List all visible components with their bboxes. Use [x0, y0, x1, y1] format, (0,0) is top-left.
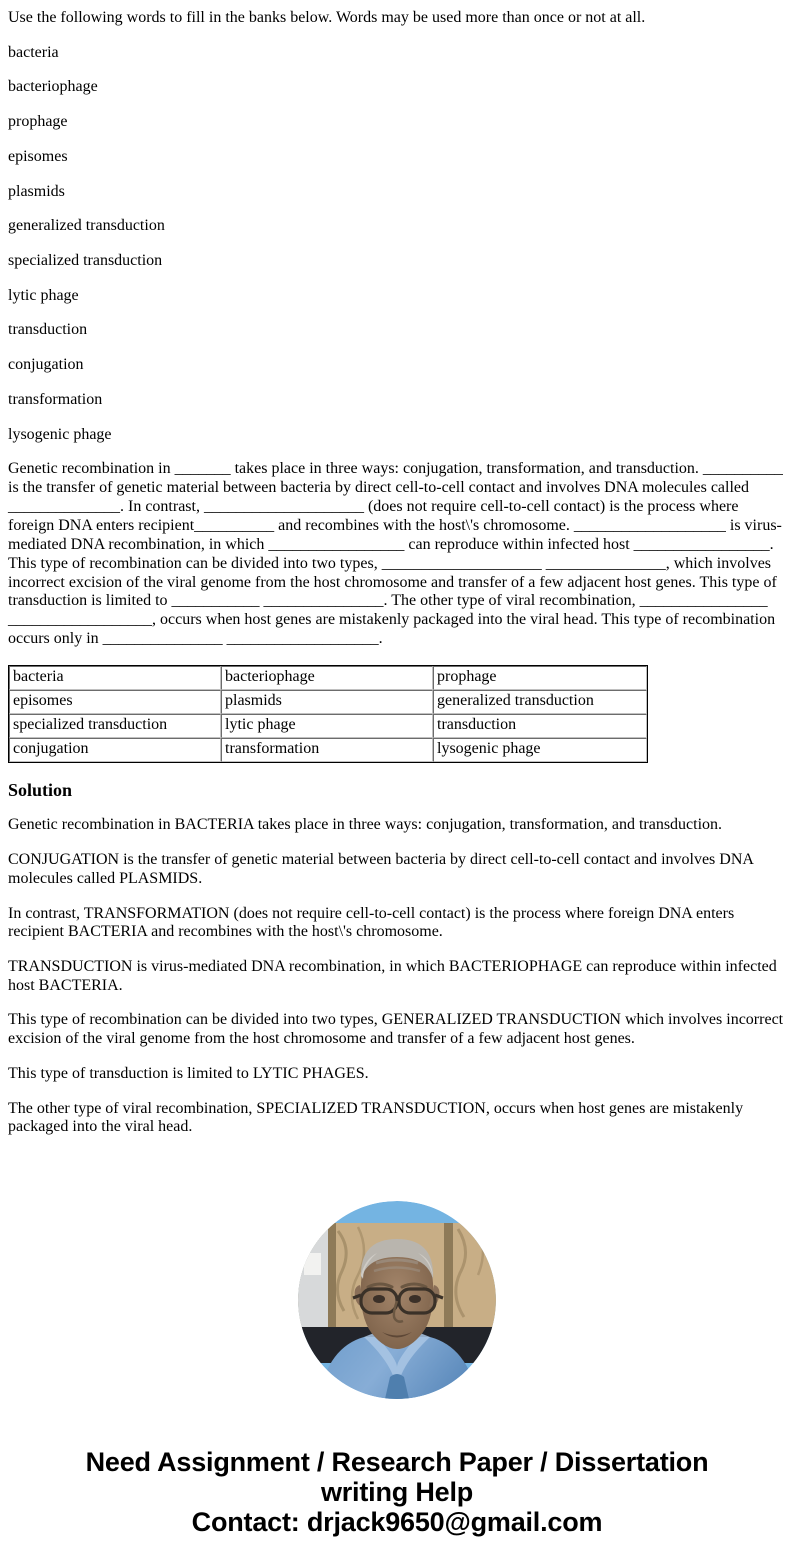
table-cell: plasmids	[221, 690, 433, 714]
word-list-item: lysogenic phage	[8, 425, 112, 443]
table-cell: lysogenic phage	[433, 738, 647, 762]
table-cell: conjugation	[9, 738, 221, 762]
solution-body	[8, 816, 786, 1137]
solution-paragraph: This type of recombination can be divided into two types, GENERALIZED TRANSDUCTION which involves incorrect excision of the viral genome from the host chromosome and transfer of a few adjacent host genes.	[8, 1011, 784, 1048]
table-cell: transformation	[221, 738, 433, 762]
avatar	[298, 1201, 496, 1399]
cloze-paragraph: Genetic recombination in _______ takes place in three ways: conjugation, transformation, and transduction. __________ is the transfer of genetic material between bacteria by direct cell-to-cell contact and involves DNA molecules called ______________. In contrast, ____________________ (does not require cell-to-cell contact) is the process where foreign DNA enters recipient__________ and recombines with the host\'s chromosome. ___________________ is virus-mediated DNA recombination, in which _________________ can reproduce within infected host _________________. This type of recombination can be divided into two types, ____________________ _______________, which involves incorrect excision of the viral genome from the host chromosome and transfer of a few adjacent host genes. This type of transduction is limited to ___________ _______________. The other type of viral recombination, ________________ __________________, occurs when host genes are mistakenly packaged into the viral head. This type of recombination occurs only in _______________ ___________________.	[8, 460, 783, 648]
word-list-item: bacteria	[8, 43, 59, 61]
footer-line-3: Contact: drjack9650@gmail.com	[191, 1507, 603, 1538]
word-list-item: lytic phage	[8, 286, 79, 304]
word-list-item: bacteriophage	[8, 78, 98, 96]
solution-paragraph: Genetic recombination in BACTERIA takes place in three ways: conjugation, transformation, and transduction.	[8, 816, 723, 834]
word-list-item: episomes	[8, 147, 68, 165]
solution-heading: Solution	[8, 779, 73, 800]
table-cell: transduction	[433, 714, 647, 738]
footer-line-1: Need Assignment / Research Paper / Dissertation	[85, 1447, 709, 1478]
solution-paragraph: The other type of viral recombination, SPECIALIZED TRANSDUCTION, occurs when host genes are mistakenly packaged into the viral head.	[8, 1099, 744, 1136]
bottom-spacer	[8, 1538, 786, 1564]
word-list	[8, 44, 786, 445]
table-cell: prophage	[433, 666, 647, 690]
solution-paragraph: This type of transduction is limited to LYTIC PHAGES.	[8, 1064, 369, 1082]
word-list-item: conjugation	[8, 356, 84, 374]
word-bank-table	[8, 665, 648, 763]
solution-paragraph: CONJUGATION is the transfer of genetic material between bacteria by direct cell-to-cell contact and involves DNA molecules called PLASMIDS.	[8, 851, 754, 887]
solution-paragraph: TRANSDUCTION is virus-mediated DNA recombination, in which BACTERIOPHAGE can reproduce within infected host BACTERIA.	[8, 957, 777, 994]
document-page	[0, 9, 794, 1564]
table-row	[9, 714, 647, 738]
word-list-item: generalized transduction	[8, 217, 165, 235]
table-cell: bacteriophage	[221, 666, 433, 690]
table-row	[9, 738, 647, 762]
table-cell: lytic phage	[221, 714, 433, 738]
footer-cta	[8, 1447, 786, 1538]
table-cell: specialized transduction	[9, 714, 221, 738]
word-list-item: prophage	[8, 113, 68, 131]
word-list-item: transformation	[8, 390, 103, 408]
table-row	[9, 666, 647, 690]
table-cell: generalized transduction	[433, 690, 647, 714]
table-cell: bacteria	[9, 666, 221, 690]
table-cell: episomes	[9, 690, 221, 714]
table-row	[9, 690, 647, 714]
avatar-photo	[298, 1201, 496, 1399]
word-list-item: transduction	[8, 321, 88, 339]
avatar-container	[8, 1201, 786, 1399]
footer-line-2: writing Help	[320, 1477, 474, 1508]
solution-paragraph: In contrast, TRANSFORMATION (does not require cell-to-cell contact) is the process where foreign DNA enters recipient BACTERIA and recombines with the host\'s chromosome.	[8, 904, 735, 941]
instructions-text: Use the following words to fill in the banks below. Words may be used more than once or not at all.	[8, 9, 646, 26]
word-list-item: plasmids	[8, 182, 65, 200]
word-list-item: specialized transduction	[8, 252, 163, 270]
